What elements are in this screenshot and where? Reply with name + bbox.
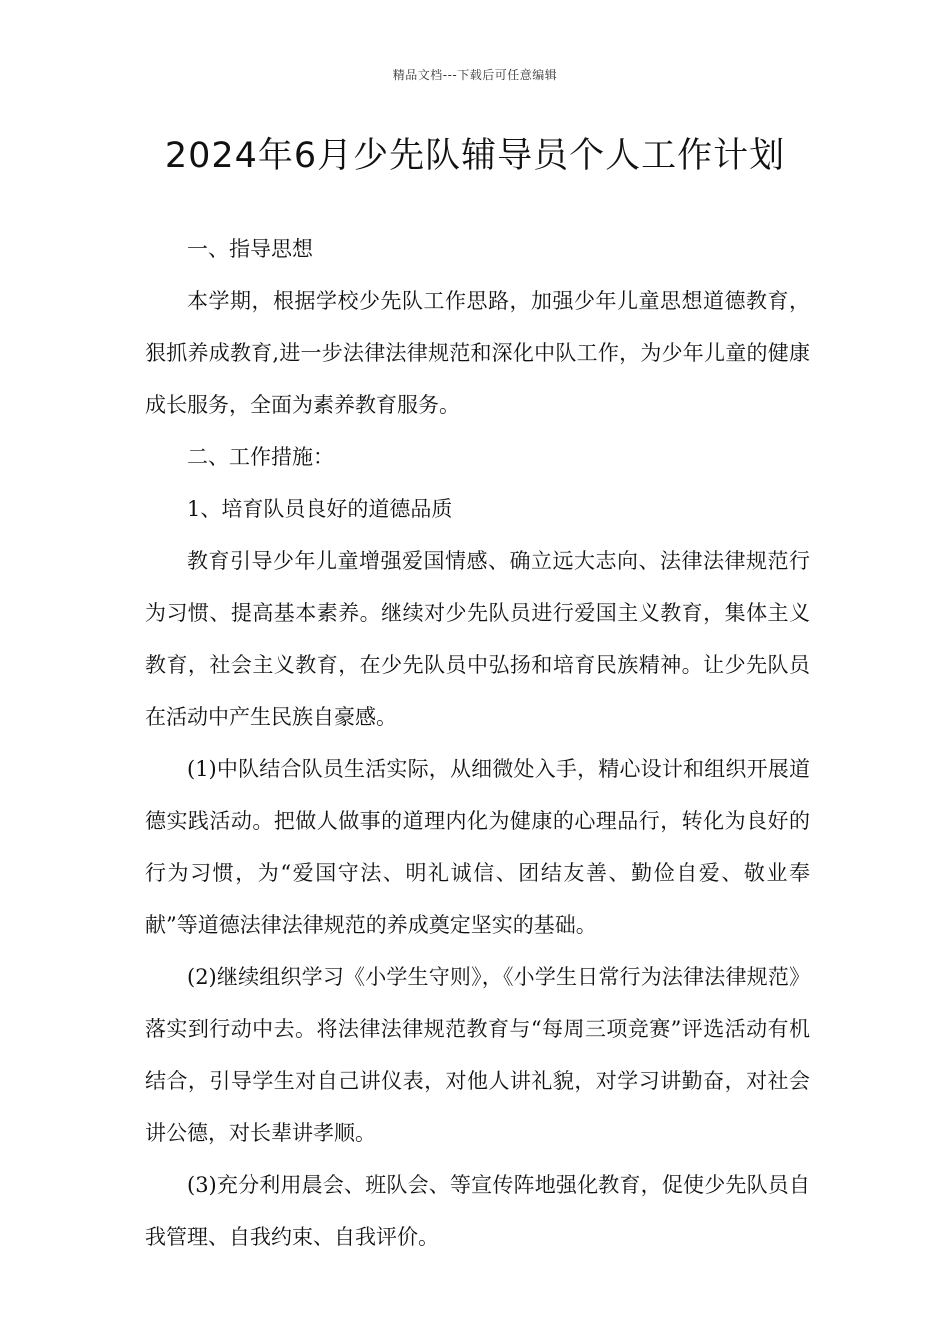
body-paragraph: (3)充分利用晨会、班队会、等宣传阵地强化教育，促使少先队员自我管理、自我约束、自我评价。 [145,1173,810,1249]
body-paragraph: 本学期，根据学校少先队工作思路，加强少年儿童思想道德教育，狠抓养成教育,进一步法律法律规范和深化中队工作，为少年儿童的健康成长服务，全面为素养教育服务。 [145,289,810,417]
body-paragraph: (1)中队结合队员生活实际，从细微处入手，精心设计和组织开展道德实践活动。把做人做事的道理内化为健康的心理品行，转化为良好的行为习惯，为“爱国守法、明礼诚信、团结友善、勤俭自爱、敬业奉献”等道德法律法律规范的养成奠定坚实的基础。 [145,757,810,937]
body-paragraph: 教育引导少年儿童增强爱国情感、确立远大志向、法律法律规范行为习惯、提高基本素养。继续对少先队员进行爱国主义教育，集体主义教育，社会主义教育，在少先队员中弘扬和培育民族精神。让少先队员在活动中产生民族自豪感。 [145,549,810,729]
document-body [145,223,810,1263]
section-heading-work-measures: 二、工作措施： [187,445,334,469]
document-title: 2024年6月少先队辅导员个人工作计划 [164,136,786,176]
body-paragraph: (2)继续组织学习《小学生守则》，《小学生日常行为法律法律规范》落实到行动中去。将法律法律规范教育与“每周三项竞赛”评选活动有机结合，引导学生对自己讲仪表，对他人讲礼貌，对学习讲勤奋，对社会讲公德，对长辈讲孝顺。 [145,965,810,1145]
subsection-heading: 1、培育队员良好的道德品质 [187,497,453,521]
page-header: 精品文档---下载后可任意编辑 [392,68,558,82]
section-heading-guiding-thought: 一、指导思想 [187,237,313,261]
